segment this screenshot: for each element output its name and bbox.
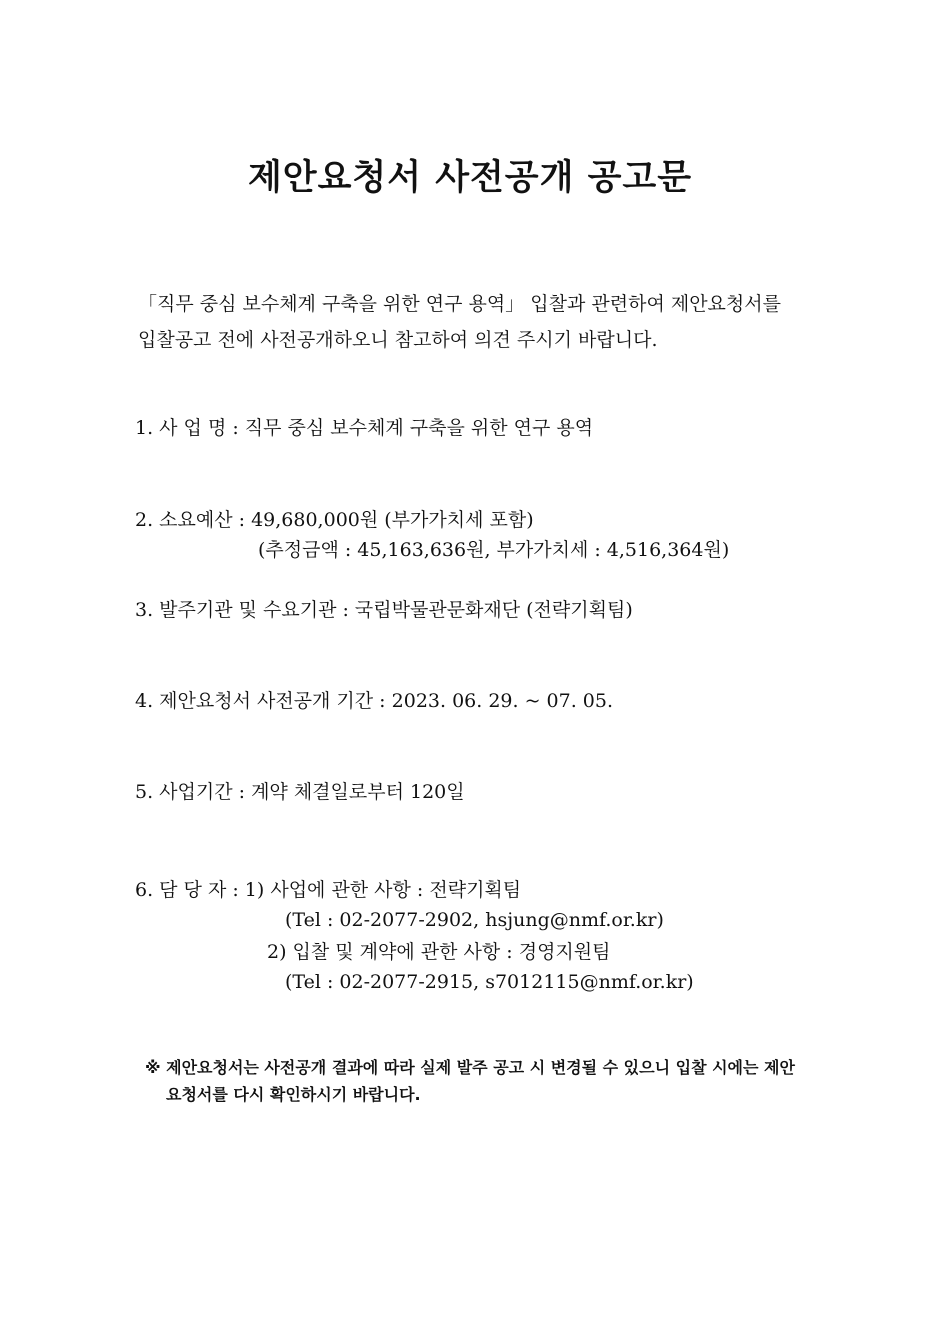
project-name-value: 직무 중심 보수체계 구축을 위한 연구 용역 [244, 417, 594, 439]
intro-line-2: 입찰공고 전에 사전공개하오니 참고하여 의견 주시기 바랍니다. [138, 329, 658, 351]
project-period-label: 5. 사업기간 : [135, 781, 246, 803]
note-line-1: ※ 제안요청서는 사전공개 결과에 따라 실제 발주 공고 시 변경될 수 있으니 입찰 시에는 제안 [145, 1058, 795, 1077]
note-line-2: 요청서를 다시 확인하시기 바랍니다. [166, 1085, 421, 1104]
agency-value: 국립박물관문화재단 (전략기획팀) [354, 599, 633, 621]
item-budget [135, 506, 534, 534]
intro-line-1: 「직무 중심 보수체계 구축을 위한 연구 용역」 입찰과 관련하여 제안요청서를 [138, 293, 781, 315]
disclosure-period-label: 4. 제안요청서 사전공개 기간 : [135, 690, 386, 712]
project-period-value: 계약 체결일로부터 120일 [251, 781, 465, 803]
contact-item-2: 2) 입찰 및 계약에 관한 사항 : 경영지원팀 [267, 941, 611, 963]
agency-label: 3. 발주기관 및 수요기관 : [135, 599, 349, 621]
contact-label: 6. 담 당 자 : [135, 879, 239, 901]
contact-item-1: 1) 사업에 관한 사항 : 전략기획팀 [244, 879, 522, 901]
budget-value: 49,680,000원 (부가가치세 포함) [251, 509, 534, 531]
item-disclosure-period [135, 687, 613, 715]
budget-detail: (추정금액 : 45,163,636원, 부가가치세 : 4,516,364원) [258, 539, 730, 561]
item-contact [135, 876, 521, 904]
project-name-label: 1. 사 업 명 : [135, 417, 239, 439]
item-agency [135, 596, 633, 624]
document-title: 제안요청서 사전공개 공고문 [247, 158, 693, 198]
disclosure-period-value: 2023. 06. 29. ~ 07. 05. [391, 690, 614, 712]
contact-item-1-tel: (Tel : 02-2077-2902, hsjung@nmf.or.kr) [285, 909, 664, 931]
contact-item-2-tel: (Tel : 02-2077-2915, s7012115@nmf.or.kr) [285, 971, 694, 993]
item-project-name [135, 414, 593, 442]
budget-label: 2. 소요예산 : [135, 509, 246, 531]
item-project-period [135, 778, 465, 806]
